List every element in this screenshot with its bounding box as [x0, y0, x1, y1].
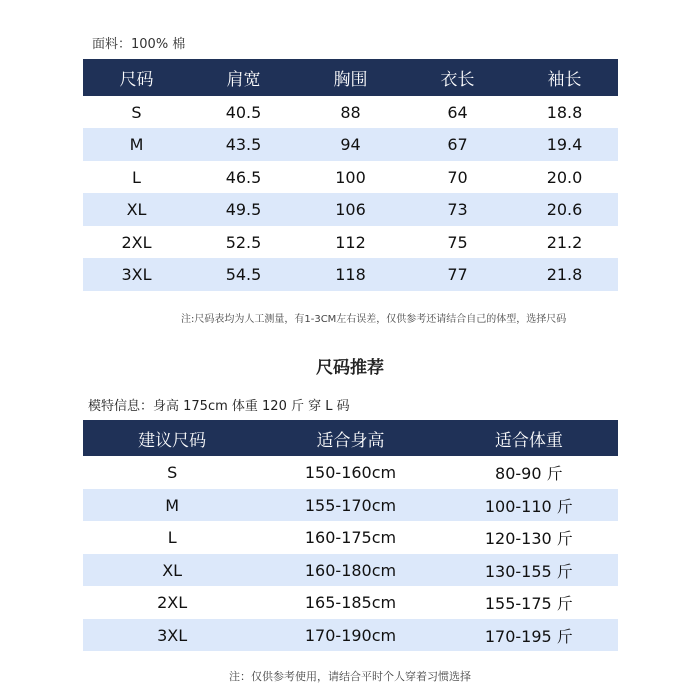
table-row: [83, 619, 618, 651]
table-cell: 100-110 斤: [440, 489, 618, 521]
model-info: 模特信息：身高 175cm 体重 120 斤 穿 L 码: [88, 399, 350, 414]
header-chest: 胸围: [297, 59, 404, 96]
table-cell: 75: [447, 232, 468, 252]
recommendation-note: 注：仅供参考使用，请结合平时个人穿着习惯选择: [229, 670, 471, 683]
table-cell: 20.6: [511, 193, 618, 226]
table-cell: XL: [83, 554, 261, 586]
table-cell: 46.5: [225, 167, 262, 187]
size-table-note: 注:尺码表均为人工测量，有1-3CM左右误差，仅供参考还请结合自己的体型，选择尺码: [181, 314, 567, 325]
table-cell: 2XL: [121, 232, 152, 252]
table-cell: 19.4: [511, 128, 618, 161]
header-suitable-weight: 适合体重: [440, 420, 618, 456]
size-chart-table: [83, 59, 618, 291]
table-cell: 160-175cm: [304, 528, 397, 547]
table-cell: 120-130 斤: [484, 529, 573, 548]
table-cell: 70: [447, 167, 468, 187]
table-cell: 150-160cm: [304, 463, 397, 482]
table-cell: 52.5: [225, 232, 262, 252]
size-table-header-row: [83, 59, 618, 96]
table-cell: M: [83, 128, 190, 161]
table-cell: 49.5: [190, 193, 297, 226]
table-row: [83, 161, 618, 193]
table-cell: L: [167, 528, 177, 547]
size-recommendation-table: [83, 420, 618, 651]
table-row: [83, 96, 618, 128]
table-cell: 43.5: [190, 128, 297, 161]
table-cell: 170-195 斤: [440, 619, 618, 651]
table-cell: 21.8: [511, 258, 618, 291]
table-cell: 165-185cm: [304, 593, 397, 612]
table-cell: XL: [83, 193, 190, 226]
table-row: [83, 554, 618, 586]
header-sleeve: 袖长: [511, 59, 618, 96]
table-cell: 112: [335, 232, 366, 252]
table-cell: S: [167, 463, 178, 482]
table-row: [83, 226, 618, 258]
table-cell: 2XL: [157, 593, 188, 612]
header-suggested-size: 建议尺码: [83, 420, 261, 456]
table-row: [83, 586, 618, 619]
table-row: [83, 258, 618, 291]
table-row: [83, 521, 618, 554]
table-cell: 94: [297, 128, 404, 161]
table-cell: 20.0: [546, 167, 583, 187]
table-cell: 160-180cm: [261, 554, 439, 586]
table-cell: 67: [404, 128, 511, 161]
table-cell: 118: [297, 258, 404, 291]
table-cell: 3XL: [83, 258, 190, 291]
table-cell: M: [83, 489, 261, 521]
header-suitable-height: 适合身高: [261, 420, 439, 456]
rec-table-header-row: [83, 420, 618, 456]
table-cell: 100: [335, 167, 366, 187]
table-cell: 80-90 斤: [495, 464, 563, 483]
table-cell: 3XL: [83, 619, 261, 651]
table-cell: 155-175 斤: [484, 594, 573, 613]
table-cell: 73: [404, 193, 511, 226]
table-cell: 106: [297, 193, 404, 226]
fabric-info: 面料：100% 棉: [92, 37, 186, 52]
table-cell: 21.2: [546, 232, 583, 252]
table-cell: 130-155 斤: [440, 554, 618, 586]
recommendation-title: 尺码推荐: [316, 358, 384, 378]
table-cell: 54.5: [190, 258, 297, 291]
header-size: 尺码: [83, 59, 190, 96]
table-row: [83, 489, 618, 521]
table-cell: 155-170cm: [261, 489, 439, 521]
table-cell: 170-190cm: [261, 619, 439, 651]
header-length: 衣长: [404, 59, 511, 96]
table-row: [83, 128, 618, 161]
header-shoulder: 肩宽: [190, 59, 297, 96]
table-cell: L: [132, 167, 141, 187]
table-cell: 40.5: [225, 102, 262, 122]
table-cell: 88: [340, 102, 361, 122]
table-cell: 64: [447, 102, 468, 122]
table-cell: 18.8: [546, 102, 583, 122]
table-cell: 77: [404, 258, 511, 291]
table-row: [83, 456, 618, 489]
table-cell: S: [131, 102, 142, 122]
table-row: [83, 193, 618, 226]
